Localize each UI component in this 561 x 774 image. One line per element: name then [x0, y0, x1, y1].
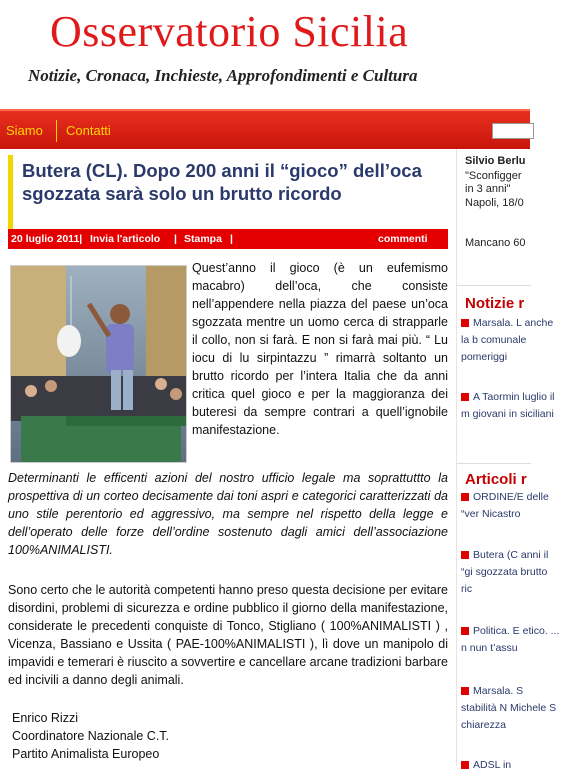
meta-separator: |	[174, 233, 177, 245]
sidebar-news-item[interactable]: Marsala. L anche la b comunale pomeriggi	[461, 317, 554, 363]
meta-separator: |	[230, 233, 233, 245]
sidebar-quote-line: in 3 anni"	[465, 183, 511, 195]
sidebar-article-item[interactable]: Politica. E etico. ... n nun t’assu	[461, 625, 560, 654]
signature-org: Partito Animalista Europeo	[12, 747, 160, 761]
nav-divider	[56, 120, 57, 142]
article-title-box	[8, 155, 453, 229]
sidebar-article-item[interactable]: Marsala. S stabilità N Michele S chiarezza	[461, 685, 557, 731]
sidebar-quote-line: "Sconfigger	[465, 170, 522, 182]
sidebar-dateline: Napoli, 18/0	[465, 197, 524, 209]
article-paragraph-1	[192, 259, 448, 439]
bullet-icon	[461, 493, 469, 501]
article-paragraph-2	[8, 469, 448, 559]
sidebar-divider	[457, 285, 531, 286]
sidebar-divider	[457, 463, 531, 464]
bullet-icon	[461, 687, 469, 695]
article-signature	[12, 709, 312, 763]
signature-name: Enrico Rizzi	[12, 711, 78, 725]
site-title[interactable]: Osservatorio Sicilia	[50, 7, 409, 56]
sidebar-article-item[interactable]: ORDINE/E delle “ver Nicastro	[461, 491, 549, 520]
bullet-icon	[461, 551, 469, 559]
article-meta-bar	[8, 229, 448, 249]
bullet-icon	[461, 393, 469, 401]
sidebar-headline[interactable]: Silvio Berlu	[465, 155, 526, 167]
print-link[interactable]: Stampa	[184, 233, 222, 245]
paragraph-text: Quest’anno il gioco (è un eufemismo macabro) dell’oca, che consiste nell’appendere nella piazza del paese un’oca sgozzata mentre un uomo cerca di strapparle il collo, non si farà. E non si farà mai più. “ Lu iocu di lu sirpintazzu ” rimarrà soltanto un brutto ricordo per l’intera Italia che da anni critica quel gioco e per la maggioranza dei buteresi da sempre contrari a quell’ignobile manifestazione.	[192, 261, 448, 437]
article-photo	[10, 265, 187, 463]
send-article-link[interactable]: Invia l'articolo	[90, 233, 161, 245]
comments-link[interactable]: commenti	[378, 233, 428, 245]
bullet-icon	[461, 761, 469, 769]
sidebar-countdown: Mancano 60	[465, 237, 526, 249]
right-sidebar	[456, 149, 560, 771]
main-navbar	[0, 109, 530, 149]
article-photo-image	[11, 266, 186, 462]
nav-item-siamo[interactable]: Siamo	[6, 123, 43, 138]
search-input[interactable]	[492, 123, 534, 139]
sidebar-article-item[interactable]: ADSL in	[461, 757, 561, 774]
site-tagline: Notizie, Cronaca, Inchieste, Approfondimenti e Cultura	[28, 66, 418, 85]
article-column	[0, 149, 456, 766]
bullet-icon	[461, 319, 469, 327]
sidebar-articles-heading: Articoli r	[465, 471, 527, 488]
signature-role: Coordinatore Nazionale C.T.	[12, 729, 170, 743]
sidebar-article-item[interactable]: Butera (C anni il “gi sgozzata brutto ric	[461, 549, 549, 595]
bullet-icon	[461, 627, 469, 635]
article-paragraph-3	[8, 581, 448, 689]
article-date: 20 luglio 2011|	[11, 233, 83, 245]
nav-item-contatti[interactable]: Contatti	[66, 123, 111, 138]
article-title: Butera (CL). Dopo 200 anni il “gioco” dell’oca sgozzata sarà solo un brutto ricordo	[22, 160, 422, 204]
paragraph-text: Sono certo che le autorità competenti hanno preso questa decisione per evitare disordini, problemi di sicurezza e ordine pubblico il giorno della manifestazione, considerate le precedenti conquiste di Tonco, Stigliano ( 100%ANIMALISTI ) , Vicenza, Bassiano e Ussita ( PAE-100%ANIMALISTI ), lì dove un manipolo di impavidi e temerari è riuscito a sovvertire e cancellare arcane tradizioni barbare ed incivili a danno degli animali.	[8, 583, 448, 687]
paragraph-text: Determinanti le efficenti azioni del nostro ufficio legale ma soprattuttto la prospettiva di un corteo decisamente dai toni aspri e categorici caratterizzati da uno stile perentorio ed aggressivo, ma sempre nel rispetto della legge e dell’operato delle forze dell’ordine sostenuto dagli amici dell’associazione 100%ANIMALISTI.	[8, 471, 448, 557]
sidebar-news-heading: Notizie r	[465, 295, 525, 312]
sidebar-news-item[interactable]: A Taormin luglio il m giovani in siciliani	[461, 391, 555, 420]
site-header	[0, 0, 530, 104]
